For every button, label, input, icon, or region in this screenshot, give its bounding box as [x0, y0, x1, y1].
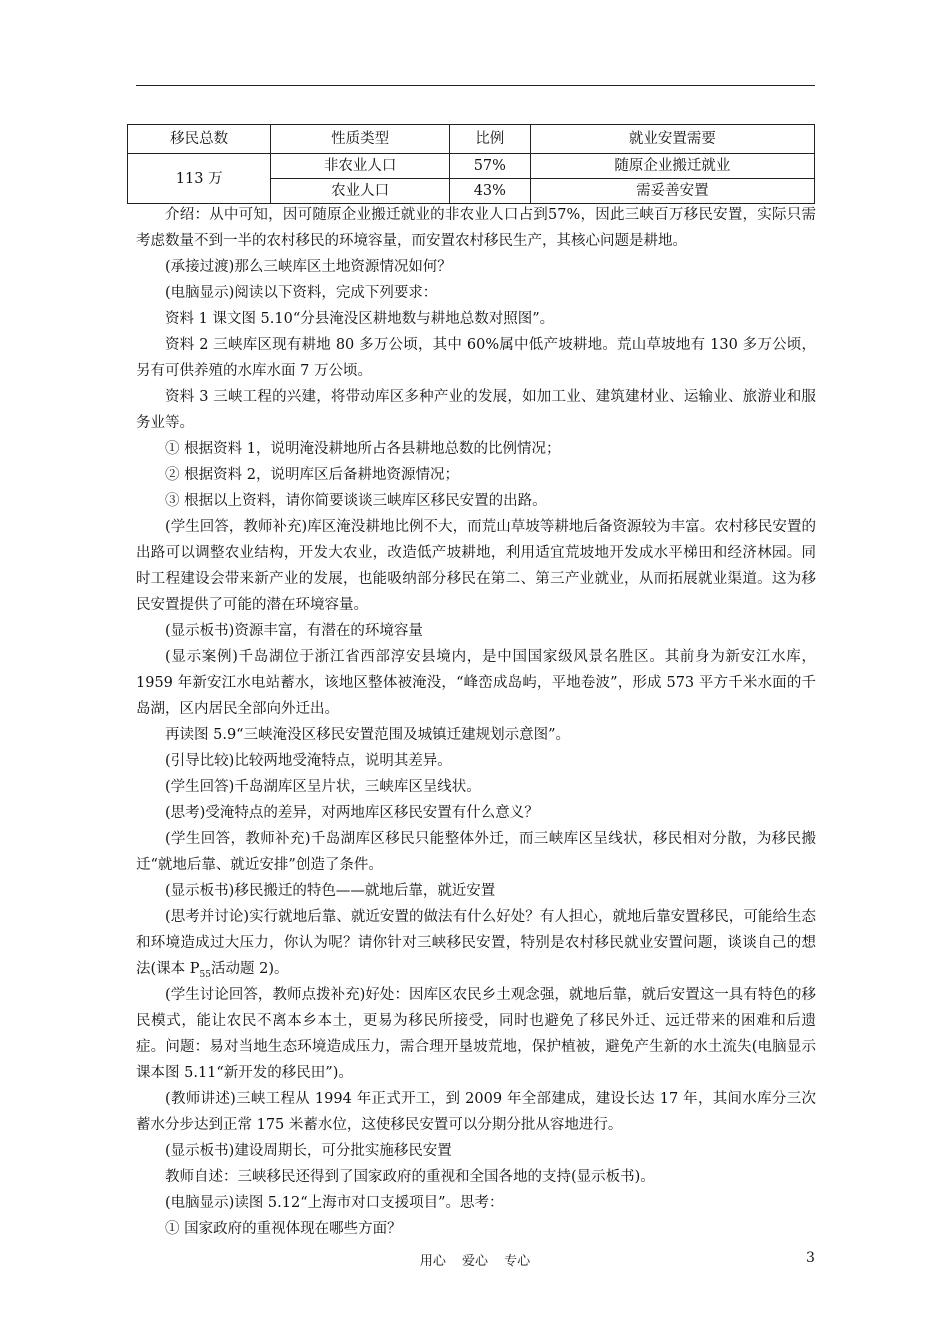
- paragraph: 资料 3 三峡工程的兴建，将带动库区多种产业的发展，如加工业、建筑建材业、运输业、旅游业和服务业等。: [136, 389, 816, 431]
- paragraph: (教师讲述)三峡工程从 1994 年正式开工，到 2009 年全部建成，建设长达 17 年，其间水库分三次蓄水分步达到正常 175 米蓄水位，这使移民安置可以分期分批从容地进行。: [136, 1091, 816, 1133]
- paragraph: (引导比较)比较两地受淹特点，说明其差异。: [165, 753, 452, 769]
- page-footer: 用心 爱心 专心: [419, 1254, 531, 1269]
- body-text: [136, 202, 816, 1242]
- type-cell: 农业人口: [271, 179, 450, 204]
- need-cell: 随原企业搬迁就业: [530, 154, 814, 179]
- ratio-cell: 43%: [449, 179, 530, 204]
- header-cell: 移民总数: [128, 125, 271, 154]
- paragraph: (学生回答，教师补充)库区淹没耕地比例不大，而荒山草坡等耕地后备资源较为丰富。农村移民安置的出路可以调整农业结构，开发大农业，改造低产坡耕地，利用适宜荒坡地开发成水平梯田和经济林园。同时工程建设会带来新产业的发展，也能吸纳部分移民在第二、第三产业就业，从而拓展就业渠道。这为移民安置提供了可能的潜在环境容量。: [136, 519, 816, 613]
- header-rule: [136, 85, 815, 86]
- discussion-text-end: 活动题 2)。: [210, 961, 289, 977]
- paragraph: (显示案例)千岛湖位于浙江省西部淳安县境内，是中国国家级风景名胜区。其前身为新安江水库，1959 年新安江水电站蓄水，该地区整体被淹没，“峰峦成岛屿，平地卷波”，形成 573 平方千米水面的千岛湖，区内居民全部向外迁出。: [136, 649, 816, 717]
- table-header-row: [128, 125, 815, 154]
- page-subscript: 55: [199, 969, 211, 980]
- paragraph: (显示板书)建设周期长，可分批实施移民安置: [165, 1143, 452, 1159]
- ratio-cell: 57%: [449, 154, 530, 179]
- paragraph: ② 根据资料 2，说明库区后备耕地资源情况；: [165, 467, 459, 483]
- paragraph: ① 国家政府的重视体现在哪些方面？: [165, 1221, 402, 1237]
- paragraph: 资料 2 三峡库区现有耕地 80 多万公顷，其中 60%属中低产坡耕地。荒山草坡地有 130 多万公顷，另有可供养殖的水库水面 7 万公顷。: [136, 337, 816, 379]
- paragraph: (显示板书)资源丰富，有潜在的环境容量: [165, 623, 423, 639]
- paragraph: (思考)受淹特点的差异，对两地库区移民安置有什么意义？: [165, 805, 539, 821]
- total-cell: 113 万: [128, 154, 271, 204]
- paragraph: (承接过渡)那么三峡库区土地资源情况如何？: [165, 259, 452, 275]
- table-row: [128, 154, 815, 179]
- paragraph: 介绍：从中可知，因可随原企业搬迁就业的非农业人口占到57%，因此三峡百万移民安置，实际只需考虑数量不到一半的农村移民的环境容量，而安置农村移民生产，其核心问题是耕地。: [136, 207, 816, 249]
- paragraph: (学生回答)千岛湖库区呈片状，三峡库区呈线状。: [165, 779, 481, 795]
- paragraph: (电脑显示)阅读以下资料，完成下列要求：: [165, 285, 438, 301]
- paragraph: (电脑显示)读图 5.12“上海市对口支援项目”。思考：: [165, 1195, 504, 1211]
- paragraph: 教师自述：三峡移民还得到了国家政府的重视和全国各地的支持(显示板书)。: [165, 1169, 655, 1185]
- page-number: 3: [806, 1250, 815, 1266]
- migration-table: [127, 124, 815, 204]
- type-cell: 非农业人口: [271, 154, 450, 179]
- paragraph: 再读图 5.9“三峡淹没区移民安置范围及城镇迁建规划示意图”。: [165, 727, 570, 743]
- discussion-text: (思考并讨论)实行就地后靠、就近安置的做法有什么好处？有人担心，就地后靠安置移民，可能给生态和环境造成过大压力，你认为呢？请你针对三峡移民安置，特别是农村移民就业安置问题，谈谈自己的想法(课本 P: [136, 909, 816, 977]
- paragraph: ③ 根据以上资料，请你简要谈谈三峡库区移民安置的出路。: [165, 493, 547, 509]
- paragraph: (显示板书)移民搬迁的特色——就地后靠，就近安置: [165, 883, 496, 899]
- paragraph: (学生回答，教师补充)千岛湖库区移民只能整体外迁，而三峡库区呈线状，移民相对分散，为移民搬迁“就地后靠、就近安排”创造了条件。: [136, 831, 816, 873]
- header-cell: 性质类型: [271, 125, 450, 154]
- header-cell: 比例: [449, 125, 530, 154]
- need-cell: 需妥善安置: [530, 179, 814, 204]
- header-cell: 就业安置需要: [530, 125, 814, 154]
- paragraph: 资料 1 课文图 5.10“分县淹没区耕地数与耕地总数对照图”。: [165, 311, 555, 327]
- paragraph: (学生讨论回答，教师点拨补充)好处：因库区农民乡土观念强，就地后靠，就后安置这一具有特色的移民模式，能让农民不离本乡本土，更易为移民所接受，同时也避免了移民外迁、远迁带来的困难和后遗症。问题：易对当地生态环境造成压力，需合理开垦坡荒地，保护植被，避免产生新的水土流失(电脑显示课本图 5.11“新开发的移民田”)。: [136, 987, 816, 1081]
- paragraph: ① 根据资料 1，说明淹没耕地所占各县耕地总数的比例情况；: [165, 441, 561, 457]
- paragraph-discussion: [136, 904, 816, 982]
